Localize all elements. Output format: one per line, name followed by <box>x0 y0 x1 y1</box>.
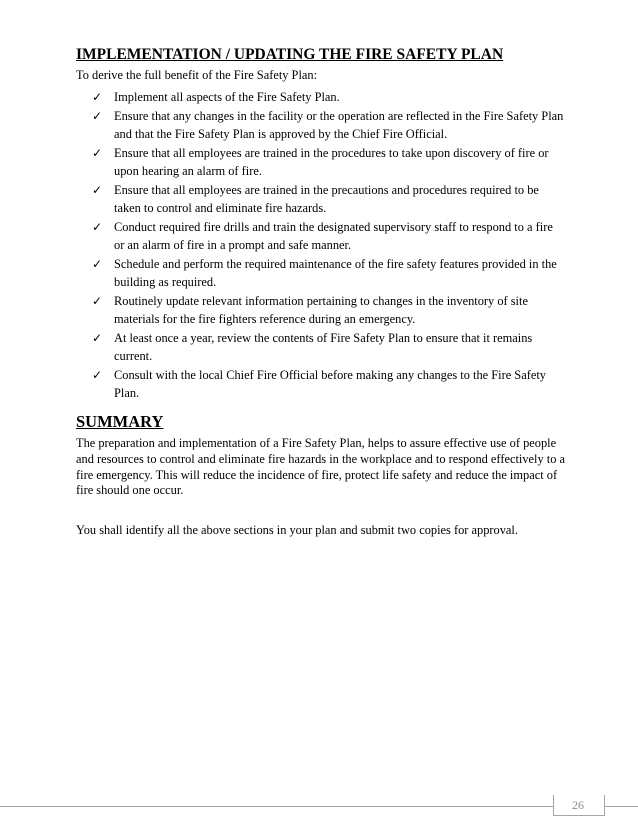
closing-paragraph: You shall identify all the above sections in your plan and submit two copies for approval. <box>76 523 518 538</box>
check-icon: ✓ <box>92 145 103 160</box>
summary-paragraph: The preparation and implementation of a Fire Safety Plan, helps to assure effective use of people and resources to control and eliminate fire hazards in the workplace and to respond effectively to a fire emergency. This will reduce the incidence of fire, protect life safety and reduce the impact of fire should one occur. <box>76 436 566 498</box>
checklist-item: ✓ At least once a year, review the contents of Fire Safety Plan to ensure that it remains current. <box>92 330 533 363</box>
footer-divider <box>0 806 638 807</box>
checklist-item: ✓ Conduct required fire drills and train the designated supervisory staff to respond to a fire or an alarm of fire in a prompt and safe manner. <box>92 219 553 252</box>
check-icon: ✓ <box>92 256 103 271</box>
checklist-item: ✓ Routinely update relevant information pertaining to changes in the inventory of site materials for the fire fighters reference during an emergency. <box>92 293 528 326</box>
implementation-section <box>76 45 566 403</box>
check-icon: ✓ <box>92 182 103 197</box>
implementation-intro: To derive the full benefit of the Fire Safety Plan: <box>76 68 318 82</box>
check-icon: ✓ <box>92 367 103 382</box>
page-number: 26 <box>572 798 584 812</box>
implementation-checklist <box>76 88 566 403</box>
check-icon: ✓ <box>92 219 103 234</box>
summary-section <box>76 412 566 539</box>
checklist-item: ✓ Schedule and perform the required maintenance of the fire safety features provided in the building as required. <box>92 256 557 289</box>
check-icon: ✓ <box>92 293 103 308</box>
check-icon: ✓ <box>92 90 103 104</box>
checklist-item: ✓ Implement all aspects of the Fire Safety Plan. <box>76 88 566 107</box>
implementation-heading: IMPLEMENTATION / UPDATING THE FIRE SAFETY PLAN <box>76 46 504 63</box>
checklist-item: ✓ Ensure that all employees are trained in the procedures to take upon discovery of fire or upon hearing an alarm of fire. <box>92 145 549 178</box>
checklist-item: ✓ Ensure that all employees are trained in the precautions and procedures required to be taken to control and eliminate fire hazards. <box>92 182 539 215</box>
check-icon: ✓ <box>92 330 103 345</box>
checklist-item: ✓ Consult with the local Chief Fire Official before making any changes to the Fire Safety Plan. <box>92 367 546 400</box>
check-icon: ✓ <box>92 108 103 123</box>
checklist-item: ✓ Ensure that any changes in the facility or the operation are reflected in the Fire Safety Plan and that the Fire Safety Plan is approved by the Chief Fire Official. <box>92 108 564 141</box>
summary-heading: SUMMARY <box>76 412 164 431</box>
